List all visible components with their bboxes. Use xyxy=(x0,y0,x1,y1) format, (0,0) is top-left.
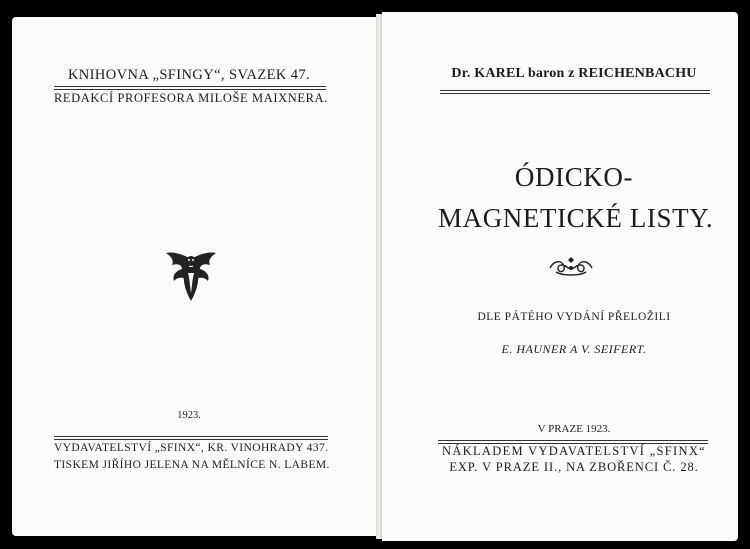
book-title-line-1: ÓDICKO- xyxy=(514,162,634,192)
bottom-rule xyxy=(54,436,328,440)
author-name: Dr. KAREL baron z REICHENBACHU xyxy=(451,66,697,81)
printer-line: TISKEM JIŘÍHO JELENA NA MĚLNÍCE N. LABEM. xyxy=(54,459,330,471)
flourish-ornament-icon xyxy=(548,256,594,278)
series-title: KNIHOVNA „SFINGY“, SVAZEK 47. xyxy=(67,67,311,83)
translation-note: DLE PÁTÉHO VYDÁNÍ PŘELOŽILI xyxy=(477,311,671,323)
author-rule xyxy=(440,90,710,94)
address-line: EXP. V PRAZE II., NA ZBOŘENCI Č. 28. xyxy=(449,460,699,474)
book-title-line-2: MAGNETICKÉ LISTY. xyxy=(438,203,714,233)
translators: E. HAUNER A V. SEIFERT. xyxy=(501,342,647,356)
publisher-line: VYDAVATELSTVÍ „SFINX“, KR. VINOHRADY 437. xyxy=(54,442,329,454)
top-rule xyxy=(54,86,326,90)
left-year: 1923. xyxy=(177,410,201,421)
sphinx-emblem-icon xyxy=(164,247,218,303)
place-year: V PRAZE 1923. xyxy=(537,423,611,435)
imprint-line: NÁKLADEM VYDAVATELSTVÍ „SFINX“ xyxy=(442,444,706,458)
editor-credit: REDAKCÍ PROFESORA MILOŠE MAIXNERA. xyxy=(54,91,328,105)
